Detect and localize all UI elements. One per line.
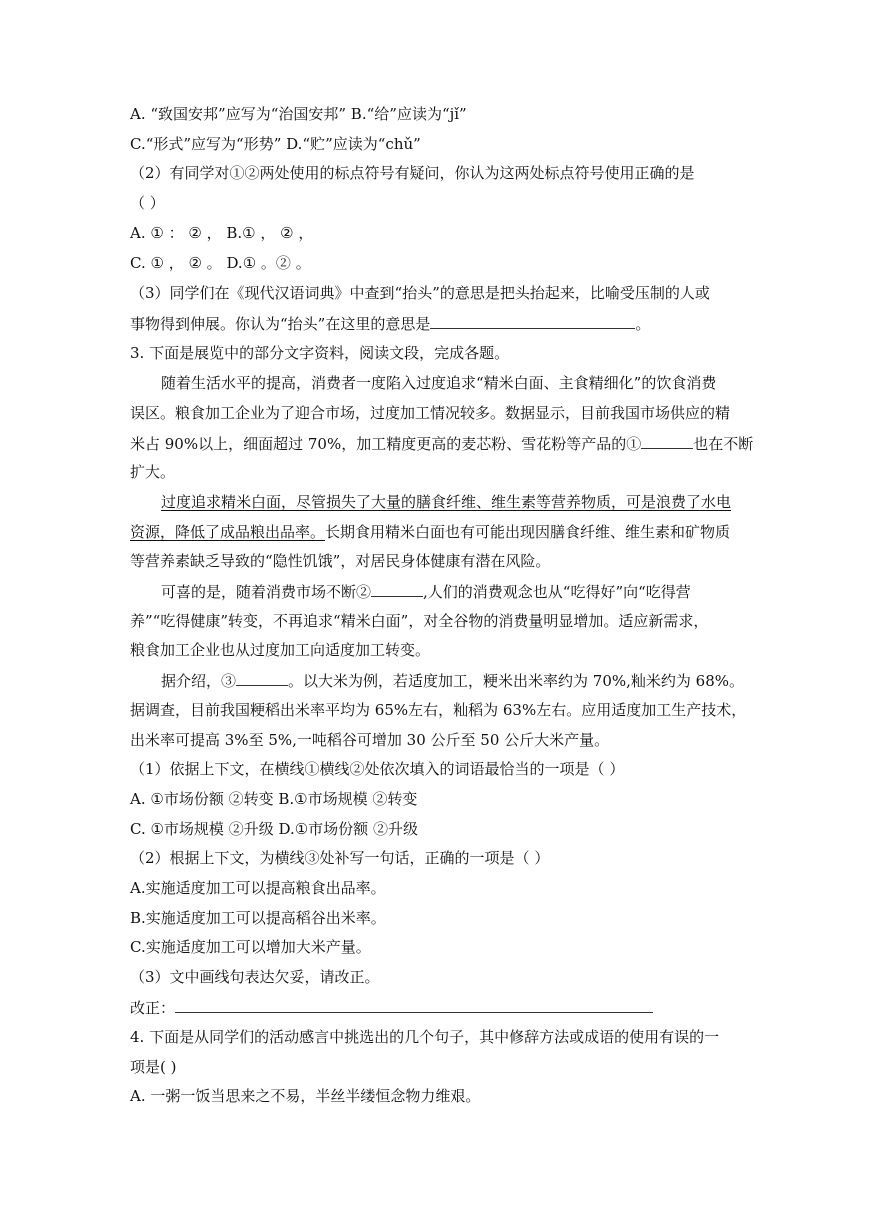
q2-sub3-end: 。 bbox=[635, 315, 651, 333]
q3-p2-line3: 等营养素缺乏导致的“隐性饥饿”，对居民身体健康有潜在风险。 bbox=[130, 552, 551, 570]
q2-sub3-text: 事物得到伸展。你认为“抬头”在这里的意思是 bbox=[130, 315, 431, 333]
blank-3[interactable] bbox=[236, 670, 288, 686]
q3-p1-line2: 误区。粮食加工企业为了迎合市场，过度加工情况较多。数据显示，目前我国市场供应的精 bbox=[130, 404, 731, 422]
q3-p1-line1: 随着生活水平的提高，消费者一度陷入过度追求“精米白面、主食精细化”的饮食消费 bbox=[161, 374, 717, 392]
q3-intro: 3. 下面是展览中的部分文字资料，阅读文段，完成各题。 bbox=[130, 344, 510, 362]
q3-sub1-option-ab: A. ①市场份额 ②转变 B.①市场规模 ②转变 bbox=[130, 790, 418, 808]
answer-blank[interactable] bbox=[430, 313, 635, 329]
q3-p2-underlined-line2: 资源，降低了成品粮出品率。 bbox=[130, 523, 326, 541]
q3-sub1-stem: （1）依据上下文，在横线①横线②处依次填入的词语最恰当的一项是（ ） bbox=[130, 760, 625, 778]
q3-p1-line3 bbox=[130, 433, 753, 454]
q2-sub2-option-cd: C. ① ， ② 。 D.① 。② 。 bbox=[130, 254, 311, 272]
q3-p3-text-after: ,人们的消费观念也从“吃得好”向“吃得营 bbox=[423, 583, 691, 601]
q2-sub2-stem: （2）有同学对①②两处使用的标点符号有疑问，你认为这两处标点符号使用正确的是 bbox=[130, 164, 695, 182]
q2-sub2-paren: （ ） bbox=[130, 194, 165, 212]
q3-p4-line2: 据调查，目前我国粳稻出米率平均为 65%左右，籼稻为 63%左右。应用适度加工生产技术， bbox=[130, 701, 747, 719]
q3-sub2-option-c: C.实施适度加工可以增加大米产量。 bbox=[130, 938, 371, 956]
q3-sub3-answer bbox=[130, 997, 653, 1018]
q3-p3-line1 bbox=[161, 581, 691, 602]
q3-p4-line1 bbox=[161, 670, 744, 691]
q3-sub1-option-cd: C. ①市场规模 ②升级 D.①市场份额 ②升级 bbox=[130, 820, 418, 838]
blank-2[interactable] bbox=[371, 581, 423, 597]
q2-sub2-option-ab: A. ① ： ② ， B.① ， ② ， bbox=[130, 224, 314, 242]
q3-p1-text: 米占 90%以上，细面超过 70%，加工精度更高的麦芯粉、雪花粉等产品的① bbox=[130, 435, 642, 453]
q3-p4-text: 据介绍，③ bbox=[161, 672, 237, 690]
q3-p3-line3: 粮食加工企业也从过度加工向适度加工转变。 bbox=[130, 641, 431, 659]
q2-sub3-line1: （3）同学们在《现代汉语词典》中查到“抬头”的意思是把头抬起来，比喻受压制的人或 bbox=[130, 284, 710, 302]
q4-stem-line2: 项是( ) bbox=[130, 1058, 177, 1076]
q3-p1-line4: 扩大。 bbox=[130, 463, 176, 481]
q2-option-ab: A. “致国安邦”应写为“治国安邦” B.“给”应读为“jǐ” bbox=[130, 105, 467, 123]
q3-sub2-option-b: B.实施适度加工可以提高稻谷出米率。 bbox=[130, 909, 386, 927]
q3-p3-text: 可喜的是，随着消费市场不断② bbox=[161, 583, 372, 601]
q3-p4-line3: 出米率可提高 3%至 5%,一吨稻谷可增加 30 公斤至 50 公斤大米产量。 bbox=[130, 731, 610, 749]
q4-stem-line1: 4. 下面是从同学们的活动感言中挑选出的几个句子，其中修辞方法或成语的使用有误的一 bbox=[130, 1028, 720, 1046]
q3-sub3-stem: （3）文中画线句表达欠妥，请改正。 bbox=[130, 968, 380, 986]
q3-sub2-stem: （2）根据上下文，为横线③处补写一句话，正确的一项是（ ） bbox=[130, 849, 550, 867]
q3-p4-text-after: 。以大米为例，若适度加工，粳米出米率约为 70%,籼米约为 68%。 bbox=[288, 672, 745, 690]
q3-sub2-option-a: A.实施适度加工可以提高粮食出品率。 bbox=[130, 879, 386, 897]
q3-p1-text-after: 也在不断 bbox=[693, 435, 754, 453]
q2-sub3-line2 bbox=[130, 313, 650, 334]
q3-p2-underlined-line1: 过度追求精米白面，尽管损失了大量的膳食纤维、维生素等营养物质，可是浪费了水电 bbox=[161, 493, 732, 511]
q3-p2-text: 长期食用精米白面也有可能出现因膳食纤维、维生素和矿物质 bbox=[325, 523, 731, 541]
blank-1[interactable] bbox=[641, 433, 693, 449]
answer-line[interactable] bbox=[175, 997, 653, 1013]
answer-label: 改正： bbox=[130, 999, 176, 1017]
q3-p2-line2 bbox=[130, 522, 730, 542]
q2-option-cd: C.“形式”应写为“形势” D.“贮”应读为“chǔ” bbox=[130, 135, 421, 153]
q4-option-a: A. 一粥一饭当思来之不易，半丝半缕恒念物力维艰。 bbox=[130, 1087, 481, 1105]
q3-p3-line2: 养”“吃得健康”转变，不再追求“精米白面”，对全谷物的消费量明显增加。适应新需求， bbox=[130, 612, 709, 630]
